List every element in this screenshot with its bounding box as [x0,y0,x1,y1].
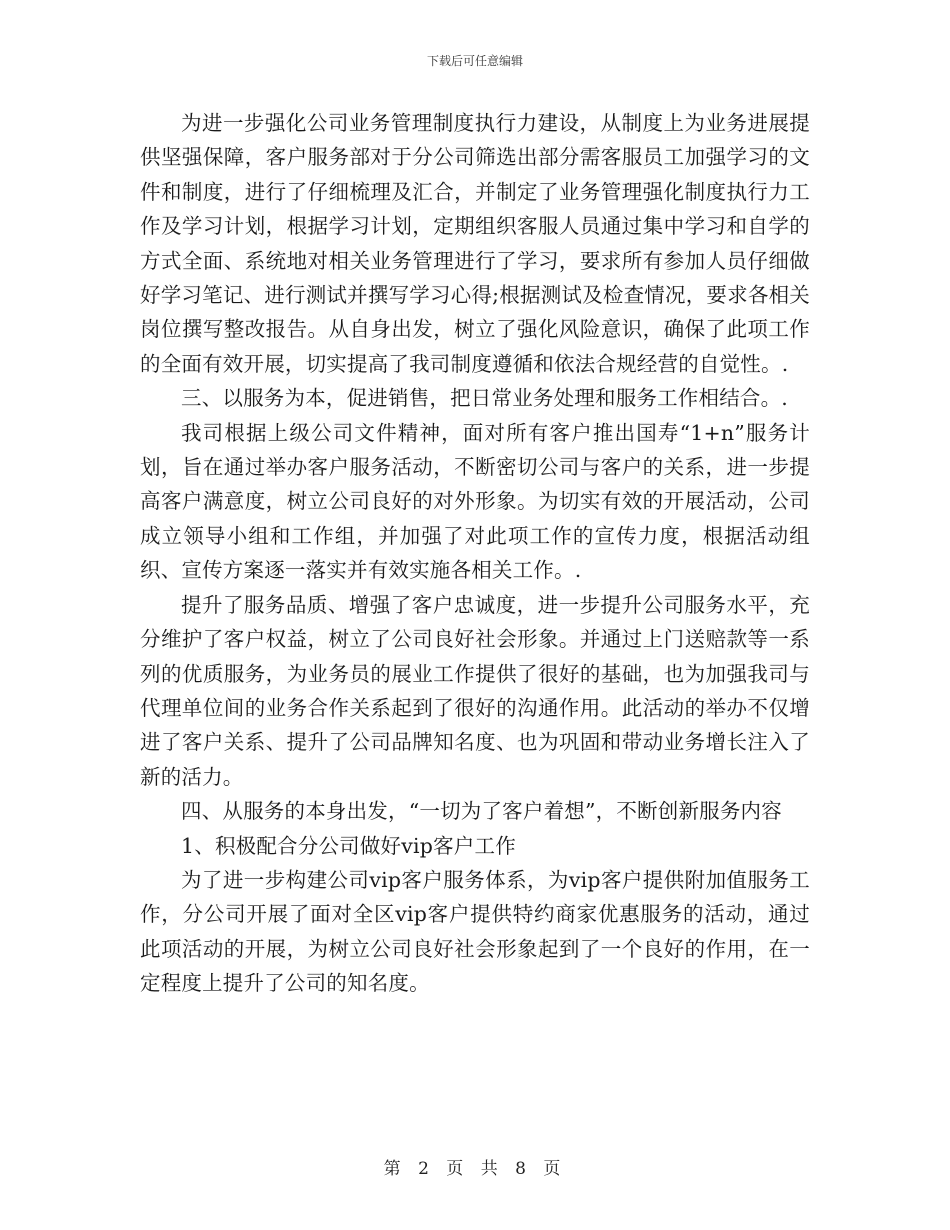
document-body [140,106,810,1001]
page-header: 下载后可任意编辑 [426,54,523,68]
page-footer: 第 2 页 共 8 页 [383,1159,567,1179]
section-heading-three: 三、以服务为本，促进销售，把日常业务处理和服务工作相结合。. [181,386,789,411]
paragraph-execution-power: 为进一步强化公司业务管理制度执行力建设，从制度上为业务进展提供坚强保障，客户服务部对于分公司筛选出部分需客服员工加强学习的文件和制度，进行了仔细梳理及汇合，并制定了业务管理强化制度执行力工作及学习计划，根据学习计划，定期组织客服人员通过集中学习和自学的方式全面、系统地对相关业务管理进行了学习，要求所有参加人员仔细做好学习笔记、进行测试并撰写学习心得;根据测试及检查情况，要求各相关岗位撰写整改报告。从自身出发，树立了强化风险意识，确保了此项工作的全面有效开展，切实提高了我司制度遵循和依法合规经营的自觉性。. [140,111,810,376]
section-heading-four: 四、从服务的本身出发，“一切为了客户着想”，不断创新服务内容 [181,799,782,824]
paragraph-service-quality: 提升了服务品质、增强了客户忠诚度，进一步提升公司服务水平，充分维护了客户权益，树立了公司良好社会形象。并通过上门送赔款等一系列的优质服务，为业务员的展业工作提供了很好的基础，也为加强我司与代理单位间的业务合作关系起到了很好的沟通作用。此活动的举办不仅增进了客户关系、提升了公司品牌知名度、也为巩固和带动业务增长注入了新的活力。 [140,592,810,789]
paragraph-1n-service-plan: 我司根据上级公司文件精神，面对所有客户推出国寿“1+n”服务计划，旨在通过举办客户服务活动，不断密切公司与客户的关系，进一步提高客户满意度，树立公司良好的对外形象。为切实有效的开展活动，公司成立领导小组和工作组，并加强了对此项工作的宣传力度，根据活动组织、宣传方案逐一落实并有效实施各相关工作。. [140,420,810,583]
paragraph-vip-service: 为了进一步构建公司vip客户服务体系，为vip客户提供附加值服务工作，分公司开展了面对全区vip客户提供特约商家优惠服务的活动，通过此项活动的开展，为树立公司良好社会形象起到了一个良好的作用，在一定程度上提升了公司的知名度。 [140,867,810,996]
subheading-vip-work: 1、积极配合分公司做好vip客户工作 [181,833,516,858]
